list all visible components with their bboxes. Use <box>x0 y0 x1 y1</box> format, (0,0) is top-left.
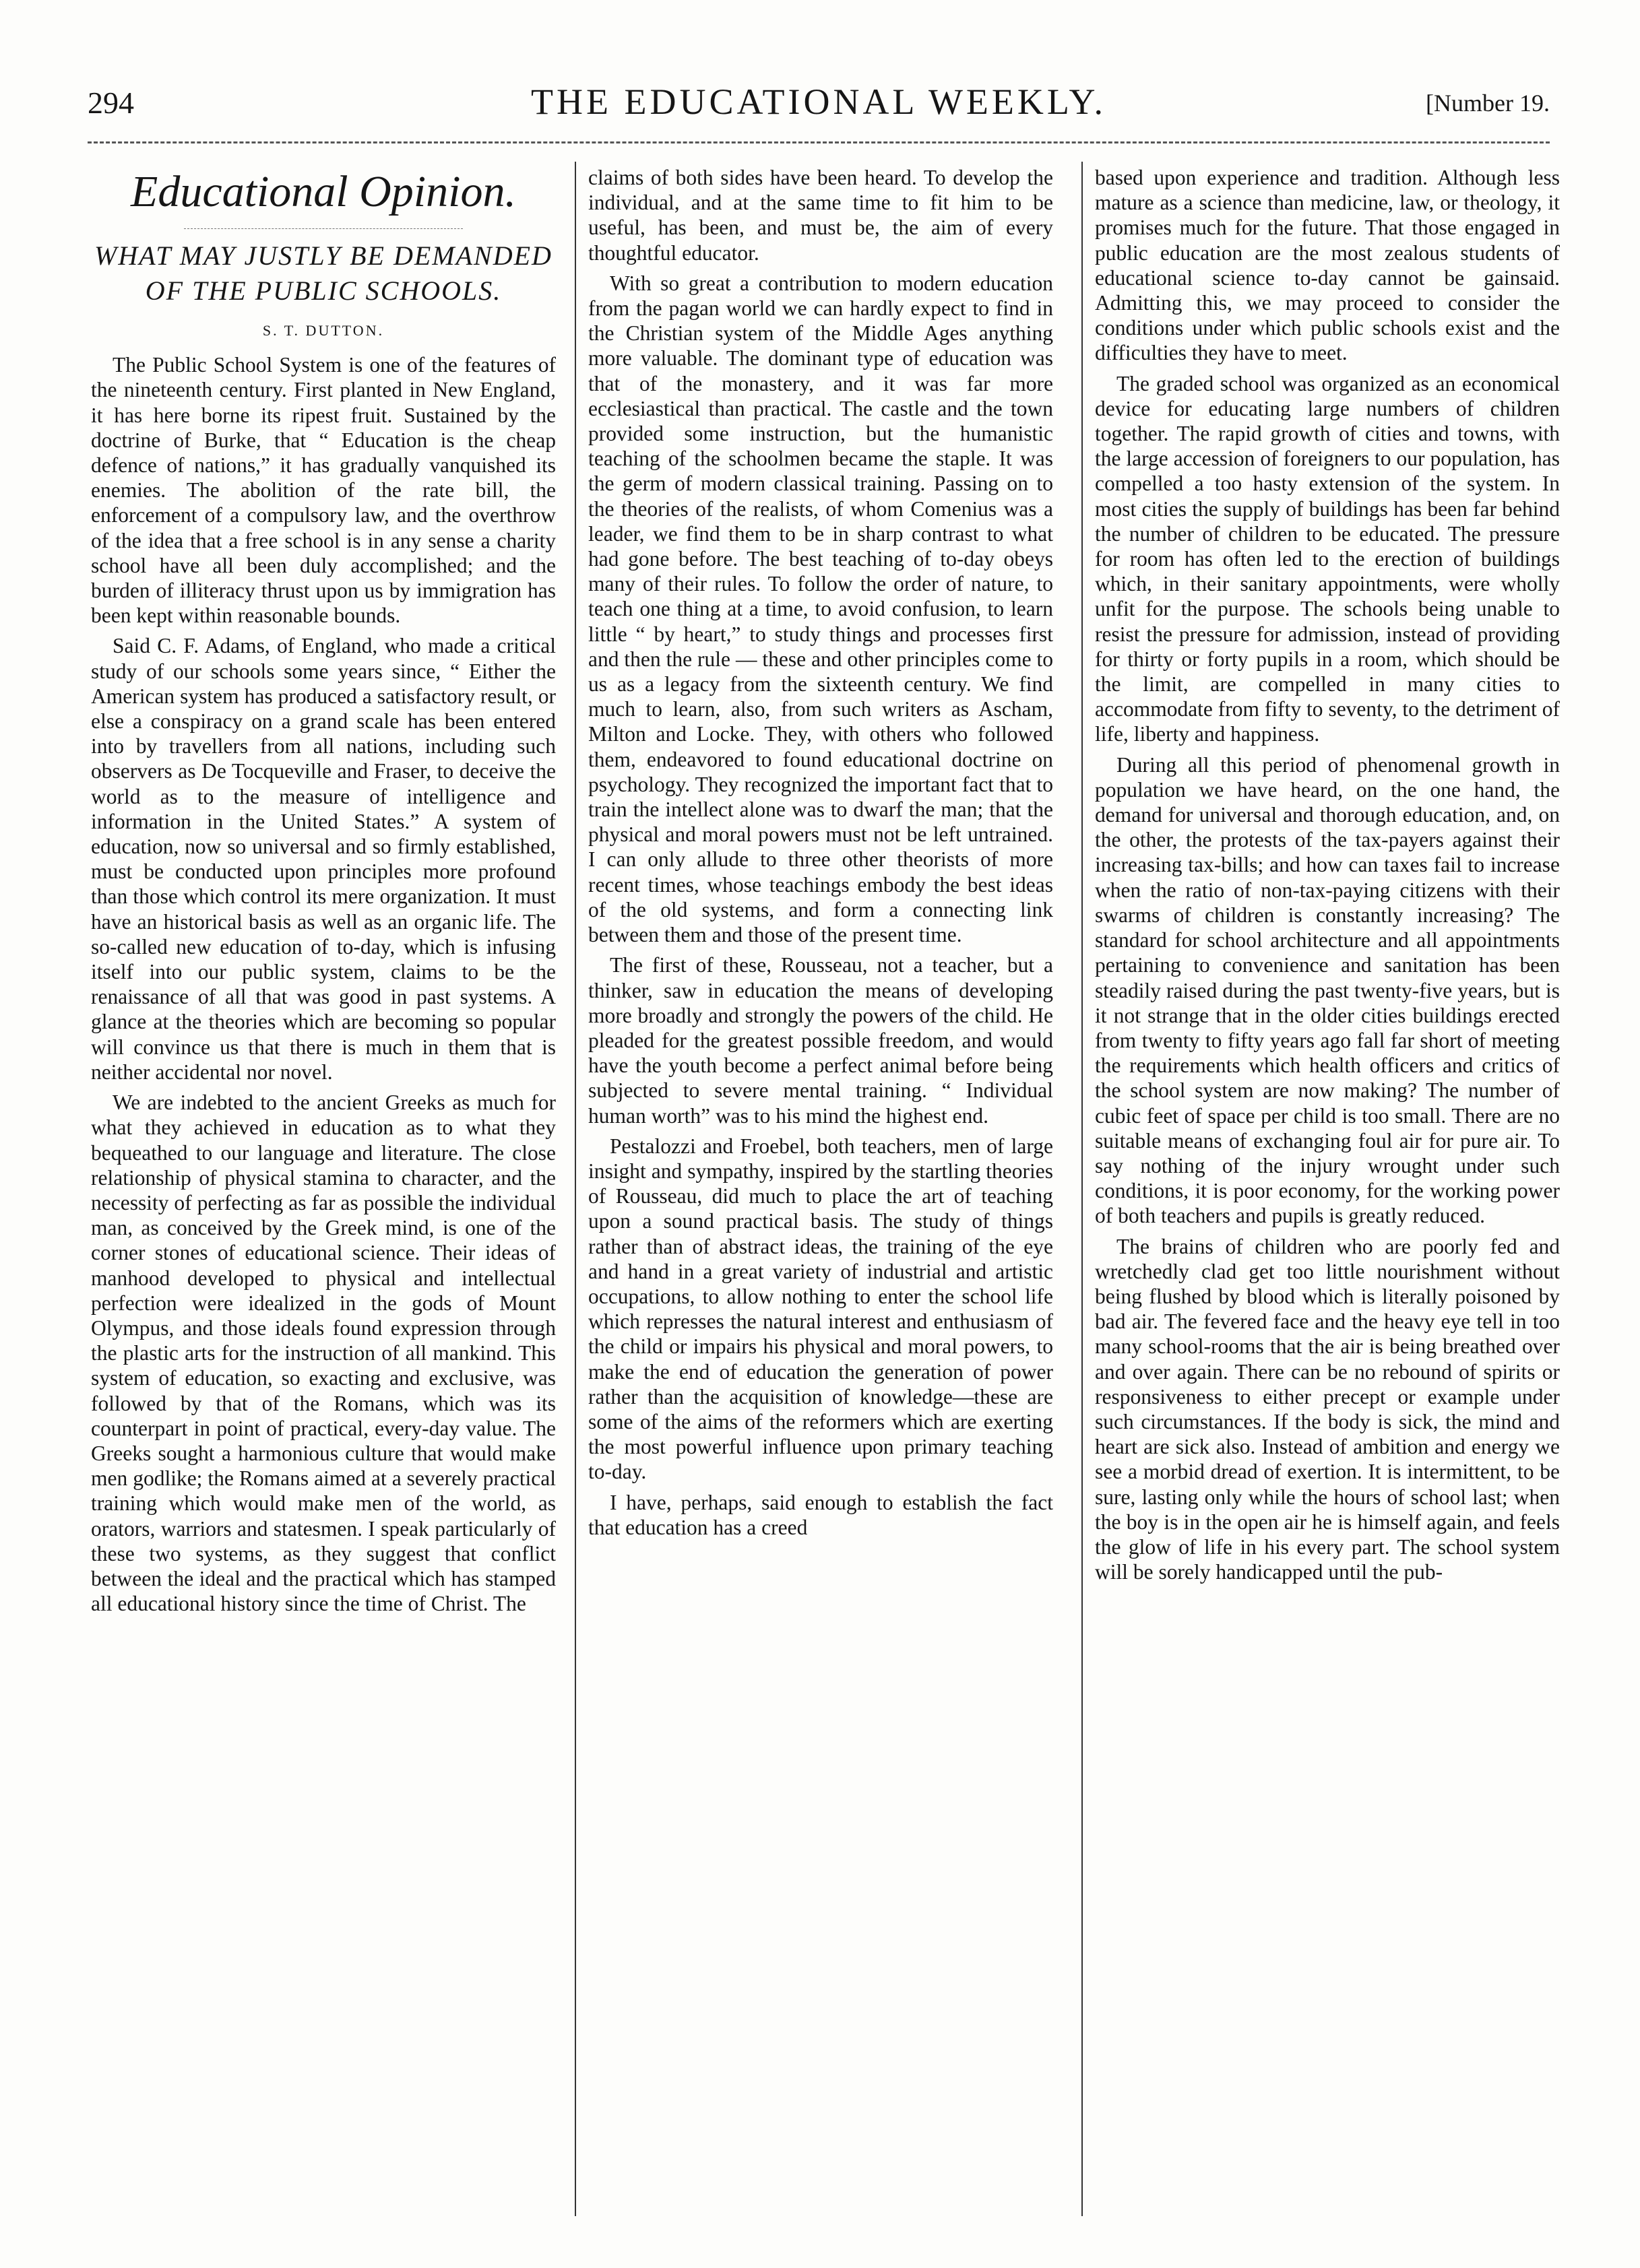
author-byline: S. T. DUTTON. <box>262 322 385 339</box>
issue-number: [Number 19. <box>1426 90 1550 117</box>
article-title: WHAT MAY JUSTLY BE DEMANDED OF THE PUBLIC SCHOOLS. <box>94 240 553 306</box>
paragraph: I have, perhaps, said enough to establish the fact that education has a creed <box>588 1490 1053 1539</box>
page-number: 294 <box>88 86 134 120</box>
header-rule <box>88 141 1550 143</box>
page-header <box>88 81 1550 128</box>
column-1 <box>91 165 556 2220</box>
paragraph: With so great a contribution to modern education from the pagan world we can hardly expect to find in the Christian system of the Middle Ages anything more valuable. The dominant type of education was that of the monastery, and it was far more ecclesiastical than practical. The castle and the town provided some instruction, but the humanistic teaching of the schoolmen became the staple. It was the germ of modern classical training. Passing on to the theories of the realists, of whom Comenius was a leader, we find them to be in sharp contrast to what had gone before. The best teaching of to-day obeys many of their rules. To follow the order of nature, to teach one thing at a time, to avoid confusion, to learn little “ by heart,” to study things and processes first and then the rule — these and other principles come to us as a legacy from the sixteenth century. We find much to learn, also, from such writers as Ascham, Milton and Locke. They, with others who followed them, endeavored to found educational doctrine on psychology. They recognized the important fact that to train the intellect alone was to dwarf the man; that the physical and moral powers must not be left untrained. I can only allude to three other theorists of more recent times, whose teachings embody the best ideas of the old systems, and form a connecting link between them and those of the present time. <box>588 271 1053 947</box>
section-heading: Educational Opinion. <box>131 167 516 216</box>
paragraph: claims of both sides have been heard. To develop the individual, and at the same time to fit him to be useful, has been, and must be, the aim of every thoughtful educator. <box>588 166 1053 265</box>
journal-title: THE EDUCATIONAL WEEKLY. <box>531 82 1106 122</box>
paragraph: We are indebted to the ancient Greeks as much for what they achieved in education as to what they bequeathed to our language and literature. The close relationship of physical stamina to character, and the necessity of perfecting as far as possible the individual man, as conceived by the Greek mind, is one of the corner stones of educational science. Their ideas of manhood developed to physical and intellectual perfection were idealized in the gods of Mount Olympus, and those ideals found expression through the plastic arts for the instruction of all mankind. This system of education, so exacting and exclusive, was followed by that of the Romans, which was its counterpart in point of practical, every-day value. The Greeks sought a harmonious culture that would make men godlike; the Romans aimed at a severely practical training which would make men of the world, as orators, warriors and statesmen. I speak particularly of these two systems, as they suggest that conflict between the ideal and the practical which has stamped all educational history since the time of Christ. The <box>91 1091 556 1616</box>
column-3 <box>1095 165 1560 2220</box>
paragraph: During all this period of phenomenal growth in population we have heard, on the one hand, the demand for universal and thorough education, and, on the other, the protests of the tax-payers against their increasing tax-bills; and how can taxes fail to increase when the ratio of non-tax-paying citizens with their swarms of children is constantly increasing? The standard for school architecture and all appointments pertaining to convenience and sanitation has been steadily raised during the past twenty-five years, but is it not strange that in the older cities buildings erected from twenty to fifty years ago fall far short of meeting the requirements which health officers and critics of the school system are now making? The number of cubic feet of space per child is too small. There are no suitable means of exchanging foul air for pure air. To say nothing of the injury wrought under such conditions, it is poor economy, for the working power of both teachers and pupils is greatly reduced. <box>1095 752 1560 1228</box>
paragraph: based upon experience and tradition. Although less mature as a science than medicine, law, or theology, it promises much for the future. That those engaged in public education are the most zealous students of educational science to-day cannot be gainsaid. Admitting this, we may proceed to consider the conditions under which public schools exist and the difficulties they have to meet. <box>1095 166 1560 365</box>
paragraph: Said C. F. Adams, of England, who made a critical study of our schools some years since, “ Either the American system has produced a satisfactory result, or else a conspiracy on a grand scale has been entered into by travellers from all nations, including such observers as De Tocqueville and Fraser, to deceive the world as to the measure of intelligence and information in the United States.” A system of education, now so universal and so firmly established, must be conducted upon principles more profound than those which control its mere organization. It must have an historical basis as well as an organic life. The so-called new education of to-day, which is infusing itself into our public system, claims to be the renaissance of all that was good in past systems. A glance at the theories which are becoming so popular will convince us that there is much in them that is neither accidental nor novel. <box>91 634 556 1084</box>
column-divider <box>575 162 576 2216</box>
paragraph: The brains of children who are poorly fed and wretchedly clad get too little nourishment without being flushed by blood which is literally poisoned by bad air. The fevered face and the heavy eye tell in too many school-rooms that the air is being breathed over and over again. There can be no rebound of spirits or responsiveness to either precept or example under such circumstances. If the body is sick, the mind and heart are sick also. Instead of ambition and energy we see a morbid dread of exertion. It is intermittent, to be sure, lasting only while the hours of school last; when the boy is in the open air he is himself again, and feels the glow of life in his every part. The school system will be sorely handicapped until the pub- <box>1095 1234 1560 1584</box>
section-rule <box>184 228 463 229</box>
paragraph: The Public School System is one of the features of the nineteenth century. First planted in New England, it has here borne its ripest fruit. Sustained by the doctrine of Burke, that “ Education is the cheap defence of nations,” it has gradually vanquished its enemies. The abolition of the rate bill, the enforcement of a compulsory law, and the overthrow of the idea that a free school is in any sense a charity school have all been duly accomplished; and the burden of illiteracy thrust upon us by immigration has been kept within reasonable bounds. <box>91 353 556 628</box>
column-divider <box>1081 162 1083 2216</box>
paragraph: The graded school was organized as an economical device for educating large numbers of children together. The rapid growth of cities and towns, with the large accession of foreigners to our population, has compelled a too hasty extension of the system. In most cities the supply of buildings has been far behind the number of children to be educated. The pressure for room has often led to the erection of buildings which, in their sanitary appointments, were wholly unfit for the purpose. The schools being unable to resist the pressure for admission, instead of providing for thirty or forty pupils in a room, which should be the limit, are compelled in many cities to accommodate from fifty to seventy, to the detriment of life, liberty and happiness. <box>1095 371 1560 746</box>
paragraph: Pestalozzi and Froebel, both teachers, men of large insight and sympathy, inspired by the startling theories of Rousseau, did much to place the art of teaching upon a sound practical basis. The study of things rather than of abstract ideas, the training of the eye and hand in a great variety of industrial and artistic occupations, to allow nothing to enter the school life which represses the natural interest and enthusiasm of the child or impairs his physical and moral powers, to make the end of education the generation of power rather than the acquisition of knowledge—these are some of the aims of the reformers which are exerting the most powerful influence upon primary teaching to-day. <box>588 1134 1053 1484</box>
paragraph: The first of these, Rousseau, not a teacher, but a thinker, saw in education the means of developing more broadly and strongly the powers of the child. He pleaded for the greatest possible freedom, and would have the youth become a perfect animal before being subjected to severe mental training. “ Individual human worth” was to his mind the highest end. <box>588 953 1053 1128</box>
column-2 <box>588 165 1053 2220</box>
